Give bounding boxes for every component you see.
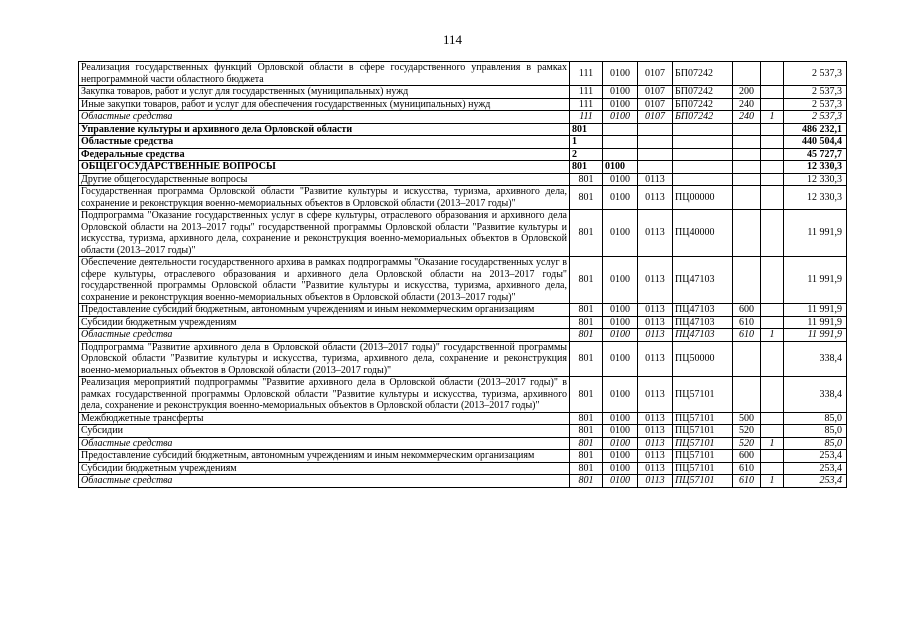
- col-grbs: 801: [570, 329, 603, 342]
- col-amount: 12 330,3: [784, 161, 847, 174]
- col-amount: 11 991,9: [784, 210, 847, 257]
- row-name: Реализация государственных функций Орловской области в сфере государственного управления в рамках непрограммной части областного бюджета: [79, 62, 570, 86]
- col-target-article: ПЦ57101: [673, 450, 733, 463]
- row-name: Подпрограмма "Оказание государственных услуг в сфере культуры, отраслевого образования и архивного дела Орловской области на 2013–2017 годы" государственной программы Орловской области "Развитие культуры и искусства, туризма, архивного дела, сохранение и реконструкция военно-мемориальных объектов в Орловской области (2013–2017 годы)": [79, 210, 570, 257]
- col-funding-source: 1: [761, 111, 784, 124]
- col-podrazdel: 0113: [638, 173, 673, 186]
- col-razdel: 0100: [603, 98, 638, 111]
- col-target-article: [673, 136, 733, 149]
- col-podrazdel: 0113: [638, 475, 673, 488]
- col-funding-source: 1: [761, 475, 784, 488]
- col-target-article: [673, 148, 733, 161]
- row-name: Закупка товаров, работ и услуг для государственных (муниципальных) нужд: [79, 86, 570, 99]
- col-podrazdel: 0113: [638, 210, 673, 257]
- col-expense-type: 610: [733, 316, 761, 329]
- col-expense-type: 240: [733, 111, 761, 124]
- row-name: Управление культуры и архивного дела Орловской области: [79, 123, 570, 136]
- col-grbs: 801: [570, 210, 603, 257]
- col-grbs: 801: [570, 316, 603, 329]
- col-grbs: 111: [570, 62, 603, 86]
- col-expense-type: [733, 377, 761, 413]
- col-target-article: [673, 161, 733, 174]
- col-amount: 85,0: [784, 437, 847, 450]
- table-row: [79, 316, 847, 329]
- col-razdel: 0100: [603, 341, 638, 377]
- col-podrazdel: 0113: [638, 425, 673, 438]
- row-name: Другие общегосударственные вопросы: [79, 173, 570, 186]
- col-grbs: 1: [570, 136, 603, 149]
- col-grbs: 801: [570, 304, 603, 317]
- col-expense-type: 520: [733, 437, 761, 450]
- table-row: [79, 173, 847, 186]
- col-target-article: ПЦ47103: [673, 304, 733, 317]
- col-razdel: 0100: [603, 316, 638, 329]
- row-name: Межбюджетные трансферты: [79, 412, 570, 425]
- col-podrazdel: 0113: [638, 316, 673, 329]
- col-amount: 338,4: [784, 341, 847, 377]
- col-razdel: [603, 136, 638, 149]
- col-target-article: ПЦ57101: [673, 425, 733, 438]
- col-funding-source: [761, 462, 784, 475]
- col-funding-source: [761, 62, 784, 86]
- row-name: Предоставление субсидий бюджетным, автономным учреждениям и иным некоммерческим организациям: [79, 304, 570, 317]
- row-name: Областные средства: [79, 111, 570, 124]
- col-funding-source: [761, 257, 784, 304]
- table-row: [79, 123, 847, 136]
- col-funding-source: [761, 123, 784, 136]
- col-amount: 2 537,3: [784, 111, 847, 124]
- col-razdel: 0100: [603, 62, 638, 86]
- col-amount: 11 991,9: [784, 329, 847, 342]
- col-podrazdel: 0107: [638, 111, 673, 124]
- col-razdel: 0100: [603, 161, 638, 174]
- table-row: [79, 111, 847, 124]
- col-target-article: ПЦ47103: [673, 329, 733, 342]
- col-expense-type: [733, 341, 761, 377]
- col-target-article: [673, 123, 733, 136]
- col-expense-type: 610: [733, 462, 761, 475]
- col-expense-type: [733, 123, 761, 136]
- table-row: [79, 462, 847, 475]
- row-name: Федеральные средства: [79, 148, 570, 161]
- row-name: Областные средства: [79, 475, 570, 488]
- col-funding-source: [761, 148, 784, 161]
- col-target-article: ПЦ57101: [673, 377, 733, 413]
- col-target-article: ПЦ57101: [673, 475, 733, 488]
- col-amount: 85,0: [784, 412, 847, 425]
- row-name: Субсидии бюджетным учреждениям: [79, 462, 570, 475]
- col-razdel: 0100: [603, 329, 638, 342]
- col-razdel: 0100: [603, 412, 638, 425]
- row-name: Областные средства: [79, 329, 570, 342]
- col-funding-source: [761, 136, 784, 149]
- col-amount: 440 504,4: [784, 136, 847, 149]
- table-row: [79, 161, 847, 174]
- col-amount: 45 727,7: [784, 148, 847, 161]
- col-podrazdel: [638, 136, 673, 149]
- col-razdel: 0100: [603, 425, 638, 438]
- col-grbs: 801: [570, 341, 603, 377]
- table-row: [79, 186, 847, 210]
- col-funding-source: [761, 210, 784, 257]
- col-amount: 2 537,3: [784, 86, 847, 99]
- col-funding-source: [761, 425, 784, 438]
- col-expense-type: [733, 148, 761, 161]
- col-funding-source: [761, 173, 784, 186]
- row-name: Государственная программа Орловской области "Развитие культуры и искусства, туризма, архивного дела, сохранение и реконструкция военно-мемориальных объектов в Орловской области (2013–2017 годы)": [79, 186, 570, 210]
- col-amount: 85,0: [784, 425, 847, 438]
- col-podrazdel: 0107: [638, 98, 673, 111]
- row-name: Предоставление субсидий бюджетным, автономным учреждениям и иным некоммерческим организациям: [79, 450, 570, 463]
- col-podrazdel: 0113: [638, 450, 673, 463]
- col-grbs: 801: [570, 437, 603, 450]
- col-funding-source: [761, 341, 784, 377]
- col-grbs: 111: [570, 86, 603, 99]
- col-target-article: БП07242: [673, 86, 733, 99]
- col-razdel: 0100: [603, 377, 638, 413]
- col-target-article: БП07242: [673, 111, 733, 124]
- table-row: [79, 437, 847, 450]
- col-razdel: 0100: [603, 462, 638, 475]
- col-target-article: [673, 173, 733, 186]
- col-target-article: ПЦ47103: [673, 316, 733, 329]
- table-row: [79, 257, 847, 304]
- col-expense-type: 600: [733, 304, 761, 317]
- table-row: [79, 62, 847, 86]
- col-razdel: 0100: [603, 86, 638, 99]
- table-row: [79, 377, 847, 413]
- col-grbs: 801: [570, 161, 603, 174]
- col-podrazdel: 0113: [638, 304, 673, 317]
- col-grbs: 801: [570, 412, 603, 425]
- col-funding-source: [761, 186, 784, 210]
- col-razdel: 0100: [603, 186, 638, 210]
- col-expense-type: 500: [733, 412, 761, 425]
- col-amount: 486 232,1: [784, 123, 847, 136]
- col-grbs: 801: [570, 186, 603, 210]
- table-row: [79, 341, 847, 377]
- row-name: Субсидии бюджетным учреждениям: [79, 316, 570, 329]
- col-expense-type: [733, 186, 761, 210]
- col-podrazdel: 0107: [638, 62, 673, 86]
- col-target-article: ПЦ57101: [673, 437, 733, 450]
- col-grbs: 801: [570, 123, 603, 136]
- col-expense-type: [733, 210, 761, 257]
- col-expense-type: [733, 136, 761, 149]
- row-name: ОБЩЕГОСУДАРСТВЕННЫЕ ВОПРОСЫ: [79, 161, 570, 174]
- col-target-article: БП07242: [673, 98, 733, 111]
- col-expense-type: [733, 62, 761, 86]
- row-name: Подпрограмма "Развитие архивного дела в Орловской области (2013–2017 годы)" государственной программы Орловской области "Развитие культуры и искусства, туризма, архивного дела, сохранение и реконструкция военно-мемориальных объектов в Орловской области (2013–2017 годы)": [79, 341, 570, 377]
- table-row: [79, 86, 847, 99]
- col-funding-source: 1: [761, 329, 784, 342]
- table-row: [79, 425, 847, 438]
- col-razdel: 0100: [603, 450, 638, 463]
- col-amount: 11 991,9: [784, 304, 847, 317]
- col-expense-type: 520: [733, 425, 761, 438]
- col-expense-type: 240: [733, 98, 761, 111]
- col-expense-type: [733, 161, 761, 174]
- col-grbs: 801: [570, 462, 603, 475]
- col-expense-type: 610: [733, 475, 761, 488]
- col-funding-source: [761, 161, 784, 174]
- row-name: Областные средства: [79, 437, 570, 450]
- col-grbs: 801: [570, 475, 603, 488]
- col-funding-source: [761, 412, 784, 425]
- col-podrazdel: [638, 123, 673, 136]
- table-row: [79, 412, 847, 425]
- col-grbs: 801: [570, 257, 603, 304]
- col-grbs: 801: [570, 425, 603, 438]
- table-row: [79, 329, 847, 342]
- col-razdel: [603, 148, 638, 161]
- col-grbs: 801: [570, 377, 603, 413]
- table-row: [79, 475, 847, 488]
- col-amount: 12 330,3: [784, 173, 847, 186]
- col-expense-type: 610: [733, 329, 761, 342]
- col-funding-source: [761, 450, 784, 463]
- col-amount: 2 537,3: [784, 62, 847, 86]
- col-podrazdel: 0113: [638, 377, 673, 413]
- col-razdel: 0100: [603, 111, 638, 124]
- col-funding-source: 1: [761, 437, 784, 450]
- col-razdel: 0100: [603, 437, 638, 450]
- col-podrazdel: 0113: [638, 341, 673, 377]
- col-podrazdel: [638, 161, 673, 174]
- table-body: [79, 62, 847, 488]
- col-funding-source: [761, 377, 784, 413]
- table-row: [79, 450, 847, 463]
- row-name: Областные средства: [79, 136, 570, 149]
- col-funding-source: [761, 98, 784, 111]
- col-amount: 338,4: [784, 377, 847, 413]
- col-target-article: ПЦ47103: [673, 257, 733, 304]
- col-target-article: ПЦ57101: [673, 412, 733, 425]
- col-razdel: 0100: [603, 173, 638, 186]
- row-name: Обеспечение деятельности государственного архива в рамках подпрограммы "Оказание государственных услуг в сфере культуры, отраслевого образования и архивного дела Орловской области на 2013–2017 годы" государственной программы Орловской области "Развитие культуры и искусства, туризма, архивного дела, сохранение и реконструкция военно-мемориальных объектов в Орловской области (2013–2017 годы)": [79, 257, 570, 304]
- col-funding-source: [761, 86, 784, 99]
- col-grbs: 2: [570, 148, 603, 161]
- col-expense-type: [733, 173, 761, 186]
- table-row: [79, 210, 847, 257]
- col-target-article: ПЦ50000: [673, 341, 733, 377]
- col-amount: 253,4: [784, 450, 847, 463]
- col-target-article: ПЦ57101: [673, 462, 733, 475]
- table-row: [79, 304, 847, 317]
- col-grbs: 111: [570, 98, 603, 111]
- col-razdel: 0100: [603, 257, 638, 304]
- col-amount: 253,4: [784, 475, 847, 488]
- table-row: [79, 98, 847, 111]
- col-target-article: ПЦ00000: [673, 186, 733, 210]
- col-podrazdel: [638, 148, 673, 161]
- col-expense-type: 200: [733, 86, 761, 99]
- row-name: Реализация мероприятий подпрограммы "Развитие архивного дела в Орловской области (2013–2017 годы)" в рамках государственной программы Орловской области "Развитие культуры и искусства, туризма, архивного дела, сохранение и реконструкция военно-мемориальных объектов в Орловской области (2013–2017 годы)": [79, 377, 570, 413]
- col-grbs: 111: [570, 111, 603, 124]
- col-razdel: 0100: [603, 210, 638, 257]
- row-name: Иные закупки товаров, работ и услуг для обеспечения государственных (муниципальных) нужд: [79, 98, 570, 111]
- col-amount: 11 991,9: [784, 316, 847, 329]
- col-grbs: 801: [570, 173, 603, 186]
- col-funding-source: [761, 304, 784, 317]
- col-amount: 253,4: [784, 462, 847, 475]
- col-amount: 11 991,9: [784, 257, 847, 304]
- table-row: [79, 136, 847, 149]
- col-razdel: 0100: [603, 304, 638, 317]
- col-podrazdel: 0107: [638, 86, 673, 99]
- col-podrazdel: 0113: [638, 437, 673, 450]
- col-amount: 2 537,3: [784, 98, 847, 111]
- col-target-article: БП07242: [673, 62, 733, 86]
- page-number: 114: [442, 32, 463, 47]
- row-name: Субсидии: [79, 425, 570, 438]
- col-expense-type: 600: [733, 450, 761, 463]
- col-expense-type: [733, 257, 761, 304]
- col-podrazdel: 0113: [638, 186, 673, 210]
- col-razdel: [603, 123, 638, 136]
- col-razdel: 0100: [603, 475, 638, 488]
- col-podrazdel: 0113: [638, 412, 673, 425]
- table-row: [79, 148, 847, 161]
- col-amount: 12 330,3: [784, 186, 847, 210]
- col-funding-source: [761, 316, 784, 329]
- budget-table: [78, 61, 847, 488]
- col-podrazdel: 0113: [638, 462, 673, 475]
- col-podrazdel: 0113: [638, 257, 673, 304]
- col-grbs: 801: [570, 450, 603, 463]
- col-podrazdel: 0113: [638, 329, 673, 342]
- col-target-article: ПЦ40000: [673, 210, 733, 257]
